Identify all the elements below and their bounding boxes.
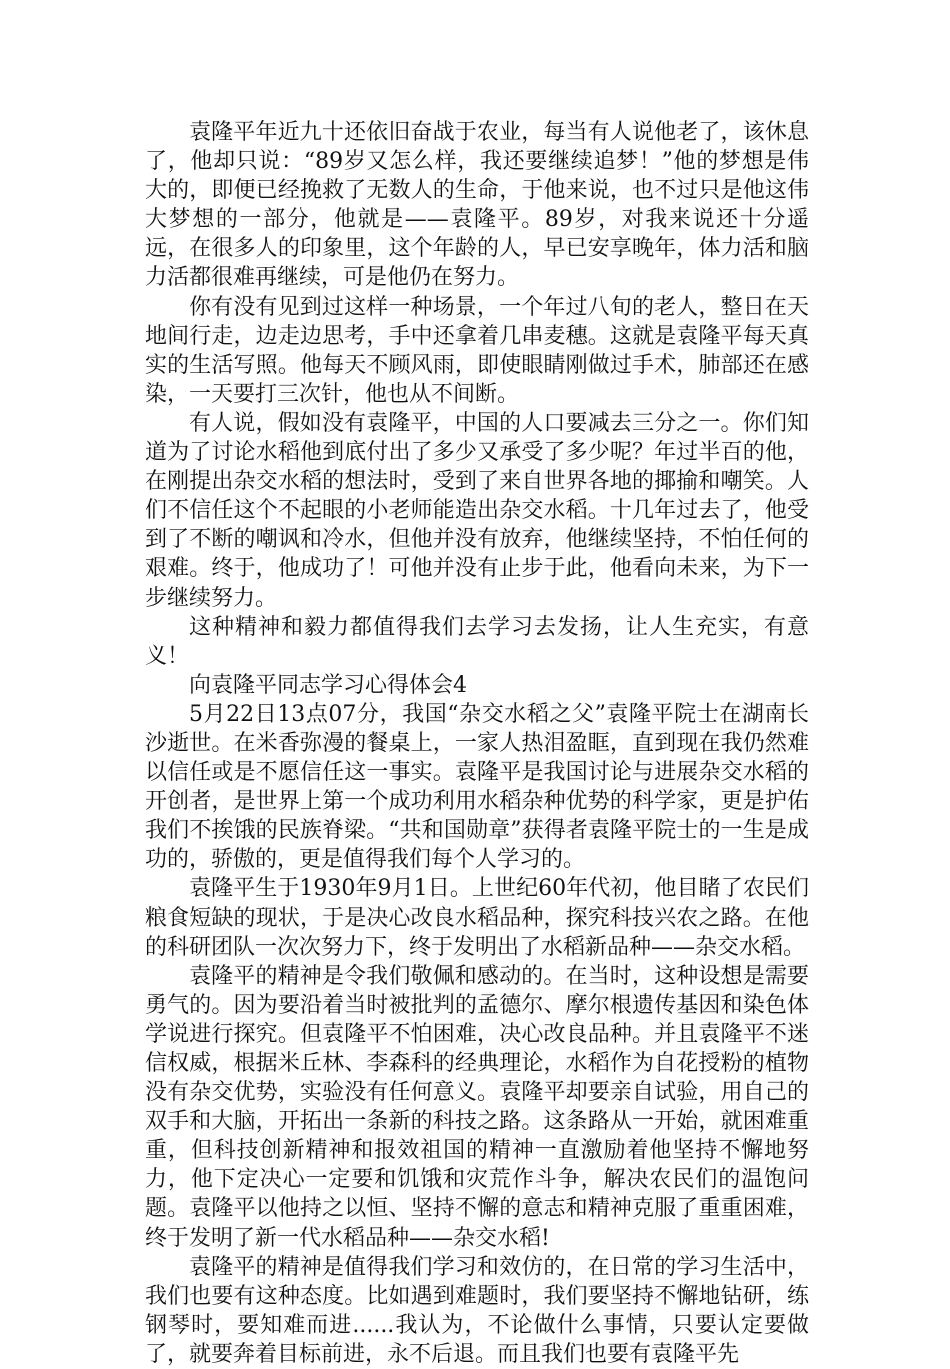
section-heading: 向袁隆平同志学习心得体会4: [189, 672, 467, 698]
paragraph: 袁隆平的精神是值得我们学习和效仿的，在日常的学习生活中，我们也要有这种态度。比如遇到难题时，我们要坚持不懈地钻研，练钢琴时，要知难而进......我认为，不论做什么事情，只要认定要做了，就要奔着目标前进，永不后退。而且我们也要有袁隆平先: [145, 1254, 809, 1367]
paragraph: 有人说，假如没有袁隆平，中国的人口要减去三分之一。你们知道为了讨论水稻他到底付出了多少又承受了多少呢？年过半百的他，在刚提出杂交水稻的想法时，受到了来自世界各地的揶揄和嘲笑。人们不信任这个不起眼的小老师能造出杂交水稻。十几年过去了，他受到了不断的嘲讽和冷水，但他并没有放弃，他继续坚持，不怕任何的艰难。终于，他成功了！可他并没有止步于此，他看向未来，为下一步继续努力。: [145, 410, 809, 611]
document-body: [145, 118, 809, 1369]
paragraph: 这种精神和毅力都值得我们去学习去发扬，让人生充实，有意义！: [145, 614, 809, 669]
paragraph: 你有没有见到过这样一种场景，一个年过八旬的老人，整日在天地间行走，边走边思考，手中还拿着几串麦穗。这就是袁隆平每天真实的生活写照。他每天不顾风雨，即使眼睛刚做过手术，肺部还在感染，一天要打三次针，他也从不间断。: [145, 294, 809, 407]
paragraph: 5月22日13点07分，我国“杂交水稻之父”袁隆平院士在湖南长沙逝世。在米香弥漫的餐桌上，一家人热泪盈眶，直到现在我仍然难以信任或是不愿信任这一事实。袁隆平是我国讨论与进展杂交水稻的开创者，是世界上第一个成功利用水稻杂种优势的科学家，更是护佑我们不挨饿的民族脊梁。“共和国勋章”获得者袁隆平院士的一生是成功的，骄傲的，更是值得我们每个人学习的。: [145, 701, 809, 873]
paragraph: 袁隆平生于1930年9月1日。上世纪60年代初，他目睹了农民们粮食短缺的现状，于是决心改良水稻品种，探究科技兴农之路。在他的科研团队一次次努力下，终于发明出了水稻新品种——杂交水稻。: [145, 876, 809, 960]
paragraph: 袁隆平年近九十还依旧奋战于农业，每当有人说他老了，该休息了，他却只说：“89岁又怎么样，我还要继续追梦！”他的梦想是伟大的，即便已经挽救了无数人的生命，于他来说，也不过只是他这伟大梦想的一部分，他就是——袁隆平。89岁，对我来说还十分遥远，在很多人的印象里，这个年龄的人，早已安享晚年，体力活和脑力活都很难再继续，可是他仍在努力。: [145, 120, 809, 291]
paragraph: 袁隆平的精神是令我们敬佩和感动的。在当时，这种设想是需要勇气的。因为要沿着当时被批判的孟德尔、摩尔根遗传基因和染色体学说进行探究。但袁隆平不怕困难，决心改良品种。并且袁隆平不迷信权威，根据米丘林、李森科的经典理论，水稻作为自花授粉的植物没有杂交优势，实验没有任何意义。袁隆平却要亲自试验，用自己的双手和大脑，开拓出一条新的科技之路。这条路从一开始，就困难重重，但科技创新精神和报效祖国的精神一直激励着他坚持不懈地努力，他下定决心一定要和饥饿和灾荒作斗争，解决农民们的温饱问题。袁隆平以他持之以恒、坚持不懈的意志和精神克服了重重困难，终于发明了新一代水稻品种——杂交水稻!: [145, 963, 809, 1251]
